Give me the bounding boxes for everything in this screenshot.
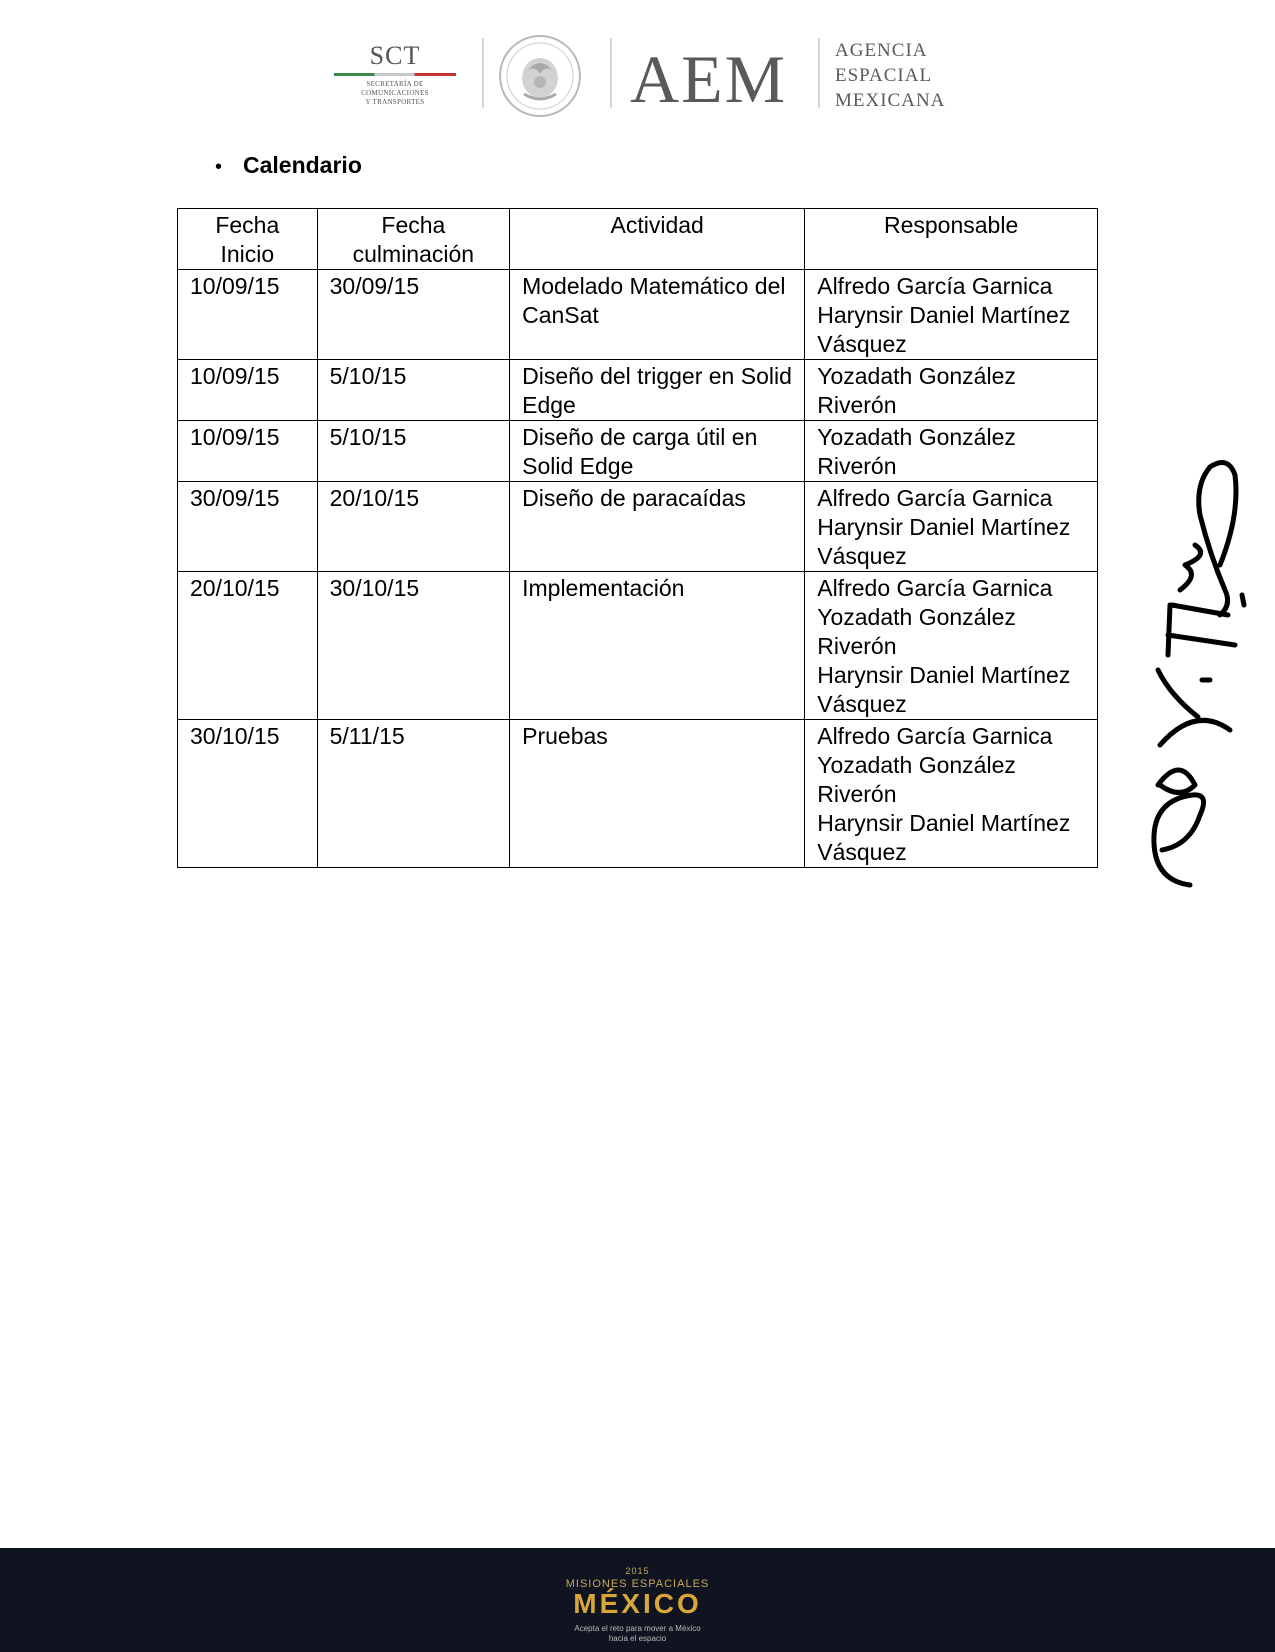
calendar-table (177, 208, 1098, 868)
cell-actividad: Pruebas (510, 720, 805, 868)
header-fecha-inicio: Fecha Inicio (178, 209, 318, 270)
cell-actividad: Diseño de paracaídas (510, 482, 805, 572)
mexican-coat-of-arms-seal-icon (498, 34, 582, 123)
header-divider (610, 38, 612, 108)
document-header (330, 28, 950, 118)
cell-fin: 5/11/15 (317, 720, 509, 868)
footer-title: MISIONES ESPACIALES (565, 1578, 710, 1590)
cell-inicio: 20/10/15 (178, 572, 318, 720)
sct-line-1: SECRETARÍA DE (366, 80, 424, 88)
cell-inicio: 30/09/15 (178, 482, 318, 572)
section-title: Calendario (243, 152, 362, 178)
cell-fin: 30/09/15 (317, 270, 509, 360)
sct-logo (330, 42, 460, 107)
cell-inicio: 10/09/15 (178, 421, 318, 482)
table-row (178, 421, 1098, 482)
cell-responsable: Alfredo García Garnica Harynsir Daniel Martínez Vásquez (805, 270, 1098, 360)
document-footer (0, 1548, 1275, 1652)
cell-actividad: Modelado Matemático del CanSat (510, 270, 805, 360)
cell-fin: 20/10/15 (317, 482, 509, 572)
header-divider (482, 38, 484, 108)
footer-country: MÉXICO (573, 1588, 702, 1619)
sct-acronym: SCT (369, 41, 421, 70)
cell-responsable: Yozadath González Riverón (805, 360, 1098, 421)
cell-actividad: Implementación (510, 572, 805, 720)
table-row (178, 572, 1098, 720)
table-row (178, 720, 1098, 868)
header-divider (818, 38, 820, 108)
footer-tagline-1: Acepta el reto para mover a México (574, 1624, 701, 1633)
handwritten-signature-icon (1140, 455, 1250, 900)
aem-line-1: AGENCIA (835, 40, 928, 61)
footer-year: 2015 (625, 1566, 650, 1576)
table-row (178, 482, 1098, 572)
cell-responsable: Alfredo García Garnica Yozadath González Riverón Harynsir Daniel Martínez Vásquez (805, 720, 1098, 868)
aem-line-2: ESPACIAL (835, 65, 933, 86)
cell-fin: 30/10/15 (317, 572, 509, 720)
sct-line-2: COMUNICACIONES (361, 89, 429, 97)
section-heading (215, 152, 362, 179)
aem-line-3: MEXICANA (835, 90, 946, 111)
footer-tagline-2: hacia el espacio (608, 1634, 667, 1643)
cell-inicio: 30/10/15 (178, 720, 318, 868)
bullet-icon: • (215, 156, 223, 178)
header-responsable: Responsable (805, 209, 1098, 270)
footer-tagline (0, 1624, 1275, 1644)
cell-actividad: Diseño de carga útil en Solid Edge (510, 421, 805, 482)
cell-actividad: Diseño del trigger en Solid Edge (510, 360, 805, 421)
cell-fin: 5/10/15 (317, 360, 509, 421)
table-row (178, 270, 1098, 360)
table-row (178, 360, 1098, 421)
cell-inicio: 10/09/15 (178, 360, 318, 421)
sct-line-3: Y TRANSPORTES (365, 98, 425, 106)
header-actividad: Actividad (510, 209, 805, 270)
table-header-row (178, 209, 1098, 270)
header-fecha-culminacion: Fecha culminación (317, 209, 509, 270)
aem-full-name (835, 38, 945, 113)
cell-inicio: 10/09/15 (178, 270, 318, 360)
aem-acronym: AEM (630, 41, 788, 117)
cell-responsable: Alfredo García Garnica Harynsir Daniel Martínez Vásquez (805, 482, 1098, 572)
sct-tricolor-rule (334, 73, 456, 76)
cell-responsable: Yozadath González Riverón (805, 421, 1098, 482)
cell-responsable: Alfredo García Garnica Yozadath González Riverón Harynsir Daniel Martínez Vásquez (805, 572, 1098, 720)
cell-fin: 5/10/15 (317, 421, 509, 482)
